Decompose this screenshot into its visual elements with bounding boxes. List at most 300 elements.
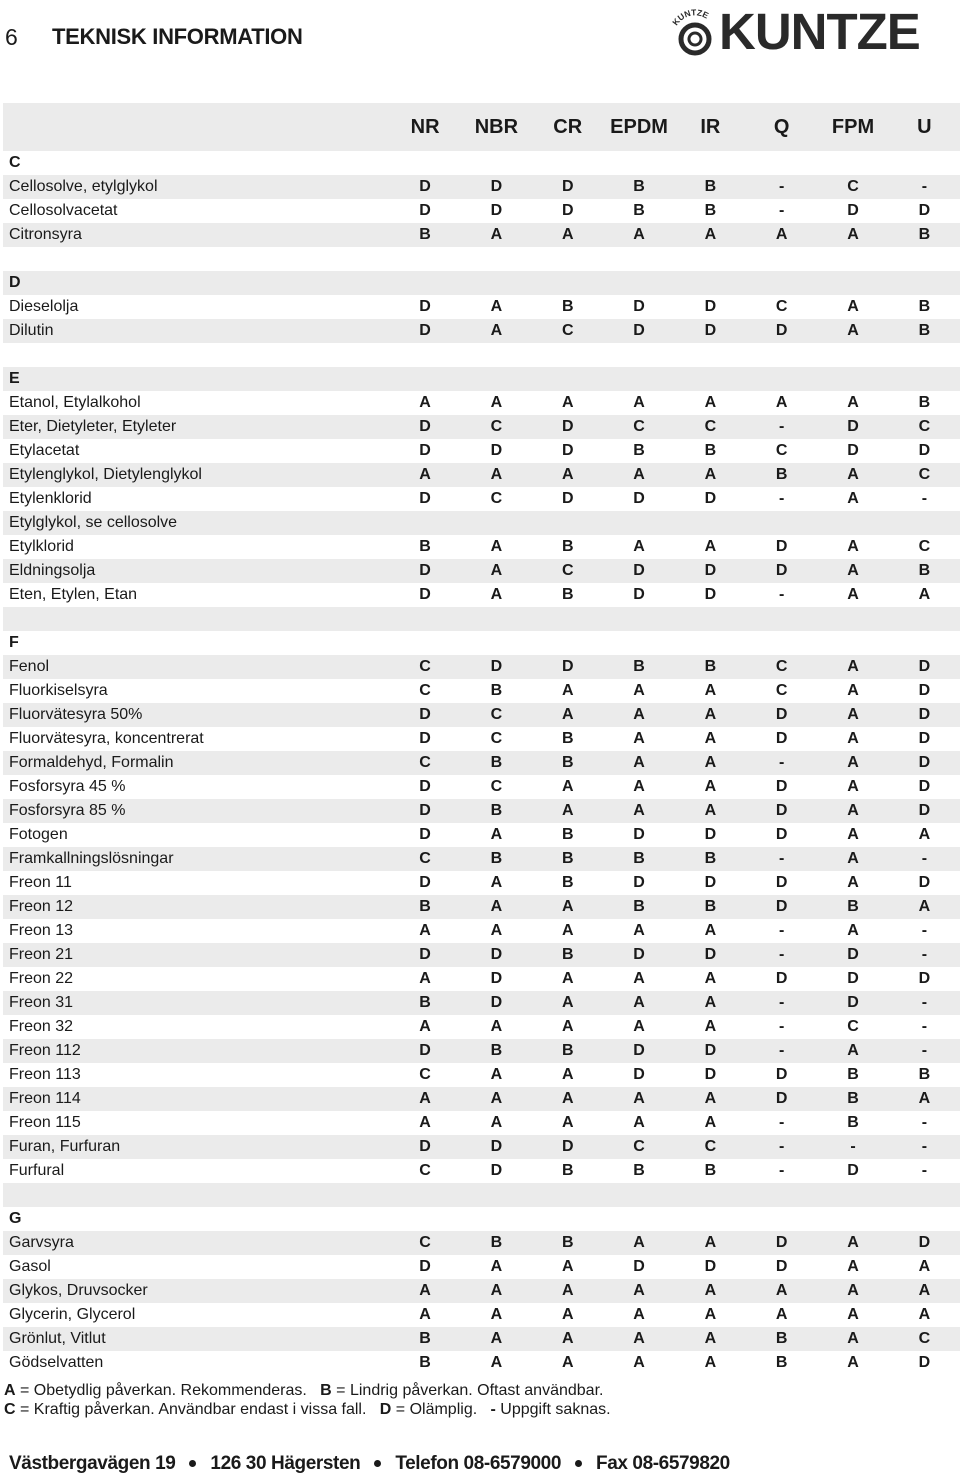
table-row <box>3 1279 960 1303</box>
rating-cell: A <box>847 1306 859 1323</box>
rating-cell: A <box>918 898 931 915</box>
rating-cell: A <box>847 874 859 891</box>
rating-cell: - <box>779 202 785 219</box>
table-row <box>3 871 960 895</box>
table-row <box>3 487 960 511</box>
rating-cell: - <box>921 1114 928 1131</box>
page-title: TEKNISK INFORMATION <box>52 24 303 49</box>
rating-cell: - <box>779 754 785 771</box>
rating-cell: A <box>633 754 645 771</box>
rating-cell: A <box>419 1114 431 1131</box>
substance-name: Fluorvätesyra, koncentrerat <box>9 730 204 747</box>
rating-cell: A <box>847 466 859 483</box>
rating-cell: D <box>419 826 431 843</box>
rating-cell: D <box>419 946 431 963</box>
substance-name: Freon 11 <box>9 874 72 891</box>
rating-cell: A <box>490 562 503 579</box>
substance-name: Citronsyra <box>9 226 82 243</box>
rating-cell: - <box>921 490 928 507</box>
rating-cell: D <box>847 994 859 1011</box>
rating-cell: A <box>704 922 717 939</box>
substance-name: Freon 114 <box>9 1090 81 1107</box>
footer-fax: Fax 08-6579820 <box>595 1453 730 1474</box>
rating-cell: A <box>490 1306 503 1323</box>
table-row <box>3 1303 960 1327</box>
rating-cell: D <box>775 802 788 819</box>
rating-cell: B <box>561 586 574 603</box>
rating-cell: A <box>704 778 717 795</box>
rating-cell: A <box>847 658 859 675</box>
rating-cell: C <box>918 538 931 555</box>
rating-cell: D <box>704 826 717 843</box>
rating-cell: D <box>918 754 931 771</box>
section-letter: D <box>9 274 21 291</box>
rating-cell: B <box>490 1042 503 1059</box>
rating-cell: D <box>918 778 931 795</box>
rating-cell: B <box>918 226 931 243</box>
col-header-fpm: FPM <box>831 115 875 138</box>
rating-cell: B <box>561 538 574 555</box>
rating-cell: D <box>419 442 431 459</box>
rating-cell: D <box>918 442 931 459</box>
rating-cell: D <box>775 322 788 339</box>
rating-cell: A <box>561 1330 574 1347</box>
rating-cell: D <box>704 1066 717 1083</box>
rating-cell: B <box>561 874 574 891</box>
rating-cell: D <box>918 874 931 891</box>
spacer-row <box>3 247 960 271</box>
rating-cell: C <box>419 682 431 699</box>
rating-cell: A <box>633 1282 645 1299</box>
section-row <box>3 1207 960 1231</box>
rating-cell: D <box>918 1354 931 1371</box>
rating-cell: D <box>775 778 788 795</box>
rating-cell: D <box>633 1258 645 1275</box>
rating-cell: - <box>779 586 785 603</box>
rating-cell: A <box>704 1114 717 1131</box>
rating-cell: C <box>918 418 931 435</box>
rating-cell: A <box>561 778 574 795</box>
substance-name: Fosforsyra 85 % <box>9 802 126 819</box>
col-header-cr: CR <box>553 115 583 138</box>
rating-cell: A <box>847 490 859 507</box>
rating-cell: B <box>490 1234 503 1251</box>
rating-cell: - <box>850 1138 856 1155</box>
rating-cell: D <box>633 562 645 579</box>
substance-name: Etanol, Etylalkohol <box>9 394 141 411</box>
rating-cell: - <box>921 850 928 867</box>
rating-cell: B <box>918 322 931 339</box>
rating-cell: D <box>419 586 431 603</box>
rating-cell: D <box>704 562 717 579</box>
rating-cell: A <box>490 226 503 243</box>
table-row <box>3 1327 960 1351</box>
rating-cell: - <box>921 1018 928 1035</box>
table-row <box>3 463 960 487</box>
section-row <box>3 367 960 391</box>
rating-cell: A <box>490 1282 503 1299</box>
rating-cell: A <box>633 922 645 939</box>
rating-cell: A <box>561 682 574 699</box>
substance-name: Dilutin <box>9 322 54 339</box>
table-row <box>3 1255 960 1279</box>
substance-name: Etylenklorid <box>9 490 92 507</box>
rating-cell: B <box>561 850 574 867</box>
rating-cell: D <box>775 562 788 579</box>
rating-cell: D <box>490 1138 503 1155</box>
spacer-row <box>3 1183 960 1207</box>
rating-cell: A <box>633 778 645 795</box>
substance-name: Cellosolve, etylglykol <box>9 178 158 195</box>
table-row <box>3 679 960 703</box>
rating-cell: D <box>561 418 574 435</box>
rating-cell: D <box>490 1162 503 1179</box>
rating-cell: A <box>561 994 574 1011</box>
rating-cell: A <box>704 1354 717 1371</box>
table-row <box>3 1351 960 1375</box>
rating-cell: A <box>704 706 717 723</box>
rating-cell: B <box>561 1162 574 1179</box>
rating-cell: A <box>704 1282 717 1299</box>
rating-cell: B <box>561 754 574 771</box>
rating-cell: D <box>633 586 645 603</box>
rating-cell: D <box>918 682 931 699</box>
table-row <box>3 895 960 919</box>
rating-cell: C <box>847 1018 859 1035</box>
rating-cell: D <box>561 442 574 459</box>
rating-cell: B <box>847 1090 859 1107</box>
rating-cell: A <box>847 682 859 699</box>
rating-cell: A <box>704 1018 717 1035</box>
rating-cell: B <box>633 202 645 219</box>
rating-cell: A <box>918 1306 931 1323</box>
rating-cell: B <box>561 1234 574 1251</box>
rating-cell: A <box>704 970 717 987</box>
legend-line-1: A = Obetydlig påverkan. Rekommenderas. B = Lindrig påverkan. Oftast användbar. <box>4 1382 604 1399</box>
rating-cell: A <box>918 826 931 843</box>
rating-cell: A <box>847 562 859 579</box>
substance-name: Eter, Dietyleter, Etyleter <box>9 418 177 435</box>
rating-cell: - <box>921 178 928 195</box>
table-row <box>3 391 960 415</box>
rating-cell: A <box>490 1258 503 1275</box>
rating-cell: A <box>633 994 645 1011</box>
rating-cell: A <box>561 466 574 483</box>
rating-cell: D <box>490 658 503 675</box>
rating-cell: A <box>633 730 645 747</box>
substance-name: Glykos, Druvsocker <box>9 1282 148 1299</box>
rating-cell: D <box>419 730 431 747</box>
rating-cell: D <box>918 730 931 747</box>
table-row <box>3 439 960 463</box>
rating-cell: A <box>633 1114 645 1131</box>
logo-wordmark: KUNTZE <box>719 3 920 60</box>
section-row <box>3 271 960 295</box>
rating-cell: A <box>847 322 859 339</box>
rating-cell: A <box>704 394 717 411</box>
substance-name: Dieselolja <box>9 298 79 315</box>
rating-cell: A <box>561 898 574 915</box>
rating-cell: D <box>704 298 717 315</box>
rating-cell: D <box>419 490 431 507</box>
table-row <box>3 415 960 439</box>
rating-cell: C <box>775 442 788 459</box>
rating-cell: B <box>490 682 503 699</box>
substance-name: Freon 112 <box>9 1042 81 1059</box>
rating-cell: C <box>918 1330 931 1347</box>
rating-cell: A <box>633 538 645 555</box>
rating-cell: A <box>633 394 645 411</box>
rating-cell: B <box>704 202 717 219</box>
rating-cell: - <box>779 1114 785 1131</box>
rating-cell: B <box>704 658 717 675</box>
rating-cell: A <box>847 1354 859 1371</box>
rating-cell: A <box>633 1354 645 1371</box>
rating-cell: B <box>419 994 431 1011</box>
rating-cell: D <box>704 322 717 339</box>
legend-line-2: C = Kraftig påverkan. Användbar endast i vissa fall. D = Olämplig. - Uppgift saknas. <box>4 1401 611 1418</box>
table-row <box>3 967 960 991</box>
table-row <box>3 1159 960 1183</box>
rating-cell: B <box>561 826 574 843</box>
section-letter: F <box>9 634 19 651</box>
rating-cell: A <box>704 226 717 243</box>
rating-cell: D <box>419 1258 431 1275</box>
rating-cell: D <box>847 202 859 219</box>
rating-cell: B <box>490 754 503 771</box>
substance-name: Fluorvätesyra 50% <box>9 706 143 723</box>
col-header-q: Q <box>773 115 790 138</box>
rating-cell: A <box>918 1258 931 1275</box>
rating-cell: C <box>419 1066 431 1083</box>
rating-cell: D <box>490 202 503 219</box>
table-row <box>3 319 960 343</box>
rating-cell: A <box>561 1258 574 1275</box>
substance-name: Formaldehyd, Formalin <box>9 754 174 771</box>
substance-name: Freon 22 <box>9 970 74 987</box>
col-header-u: U <box>917 115 932 138</box>
table-row <box>3 223 960 247</box>
rating-cell: B <box>633 850 645 867</box>
rating-cell: A <box>490 322 503 339</box>
rating-cell: A <box>561 922 574 939</box>
rating-cell: A <box>633 682 645 699</box>
rating-cell: D <box>419 322 431 339</box>
rating-cell: C <box>490 490 503 507</box>
table-row <box>3 1015 960 1039</box>
rating-cell: A <box>633 1234 645 1251</box>
rating-cell: D <box>561 658 574 675</box>
rating-cell: D <box>704 1258 717 1275</box>
rating-cell: D <box>775 1258 788 1275</box>
rating-cell: D <box>704 874 717 891</box>
rating-cell: A <box>847 298 859 315</box>
rating-cell: D <box>918 1234 931 1251</box>
rating-cell: C <box>775 298 788 315</box>
legend <box>4 1381 611 1419</box>
rating-cell: A <box>490 1114 503 1131</box>
rating-cell: A <box>847 730 859 747</box>
rating-cell: A <box>419 970 431 987</box>
rating-cell: D <box>633 874 645 891</box>
rating-cell: A <box>704 1090 717 1107</box>
rating-cell: A <box>561 1066 574 1083</box>
rating-cell: D <box>704 946 717 963</box>
rating-cell: - <box>779 922 785 939</box>
rating-cell: B <box>704 898 717 915</box>
footer-phone: Telefon 08-6579000 <box>395 1453 561 1474</box>
rating-cell: A <box>847 586 859 603</box>
rating-cell: A <box>847 826 859 843</box>
rating-cell: B <box>490 850 503 867</box>
table-row <box>3 847 960 871</box>
table-row <box>3 199 960 223</box>
rating-cell: D <box>775 970 788 987</box>
substance-name: Etylklorid <box>9 538 74 555</box>
col-header-ir: IR <box>700 115 721 138</box>
table-row <box>3 751 960 775</box>
substance-name: Etylenglykol, Dietylenglykol <box>9 466 202 483</box>
table-row <box>3 295 960 319</box>
rating-cell: D <box>847 946 859 963</box>
rating-cell: A <box>704 1330 717 1347</box>
col-header-nbr: NBR <box>474 115 519 138</box>
rating-cell: D <box>490 970 503 987</box>
kuntze-emblem-icon <box>670 4 720 60</box>
rating-cell: B <box>633 658 645 675</box>
rating-cell: B <box>918 394 931 411</box>
page-number: 6 <box>5 24 18 50</box>
rating-cell: - <box>779 1042 785 1059</box>
rating-cell: D <box>633 1066 645 1083</box>
rating-cell: B <box>775 1354 788 1371</box>
rating-cell: C <box>490 706 503 723</box>
rating-cell: D <box>847 442 859 459</box>
rating-cell: C <box>490 418 503 435</box>
rating-cell: A <box>775 1282 788 1299</box>
rating-cell: D <box>704 490 717 507</box>
rating-cell: D <box>633 298 645 315</box>
rating-cell: A <box>633 1090 645 1107</box>
rating-cell: A <box>490 538 503 555</box>
rating-cell: A <box>490 826 503 843</box>
rating-cell: D <box>775 874 788 891</box>
rating-cell: A <box>847 1042 859 1059</box>
rating-cell: A <box>847 802 859 819</box>
substance-name: Freon 32 <box>9 1018 74 1035</box>
rating-cell: A <box>419 1090 431 1107</box>
rating-cell: A <box>847 778 859 795</box>
rating-cell: A <box>633 466 645 483</box>
rating-cell: B <box>633 898 645 915</box>
rating-cell: B <box>561 298 574 315</box>
rating-cell: A <box>704 1234 717 1251</box>
section-letter: G <box>9 1210 22 1227</box>
table-row <box>3 703 960 727</box>
rating-cell: B <box>419 538 431 555</box>
rating-cell: - <box>779 490 785 507</box>
rating-cell: B <box>633 1162 645 1179</box>
rating-cell: D <box>775 1066 788 1083</box>
table-row <box>3 535 960 559</box>
rating-cell: D <box>847 418 859 435</box>
rating-cell: D <box>775 706 788 723</box>
rating-cell: A <box>490 1018 503 1035</box>
rating-cell: B <box>561 730 574 747</box>
substance-name: Freon 21 <box>9 946 74 963</box>
rating-cell: D <box>561 178 574 195</box>
table-row <box>3 511 960 535</box>
rating-cell: - <box>921 922 928 939</box>
rating-cell: - <box>921 946 928 963</box>
rating-cell: D <box>419 418 431 435</box>
rating-cell: A <box>561 1090 574 1107</box>
rating-cell: C <box>561 322 574 339</box>
table-row <box>3 775 960 799</box>
rating-cell: D <box>847 970 859 987</box>
rating-cell: - <box>779 994 785 1011</box>
rating-cell: A <box>633 970 645 987</box>
spacer-row <box>3 343 960 367</box>
table-row <box>3 583 960 607</box>
table-row <box>3 1135 960 1159</box>
rating-cell: A <box>704 1306 717 1323</box>
rating-cell: - <box>779 418 785 435</box>
resistance-table <box>3 103 960 1375</box>
rating-cell: D <box>419 298 431 315</box>
rating-cell: D <box>775 826 788 843</box>
substance-name: Fenol <box>9 658 50 675</box>
rating-cell: A <box>490 466 503 483</box>
rating-cell: A <box>633 802 645 819</box>
table-row <box>3 991 960 1015</box>
rating-cell: A <box>775 1306 788 1323</box>
rating-cell: B <box>704 1162 717 1179</box>
svg-text:KUNTZE: KUNTZE <box>670 7 711 28</box>
section-row <box>3 631 960 655</box>
rating-cell: C <box>490 730 503 747</box>
kuntze-logo <box>670 4 960 60</box>
substance-name: Cellosolvacetat <box>9 202 118 219</box>
rating-cell: A <box>633 1018 645 1035</box>
rating-cell: A <box>704 538 717 555</box>
section-letter: C <box>9 154 21 171</box>
rating-cell: A <box>633 226 645 243</box>
rating-cell: D <box>775 538 788 555</box>
rating-cell: B <box>918 1066 931 1083</box>
substance-name: Eten, Etylen, Etan <box>9 586 138 603</box>
col-header-epdm: EPDM <box>610 115 668 138</box>
rating-cell: C <box>918 466 931 483</box>
rating-cell: A <box>419 1282 431 1299</box>
rating-cell: B <box>419 898 431 915</box>
rating-cell: B <box>847 898 859 915</box>
rating-cell: - <box>779 1162 785 1179</box>
substance-name: Freon 31 <box>9 994 74 1011</box>
rating-cell: D <box>704 586 717 603</box>
table-row <box>3 175 960 199</box>
rating-cell: - <box>779 178 785 195</box>
rating-cell: A <box>847 1330 859 1347</box>
rating-cell: D <box>918 706 931 723</box>
rating-cell: - <box>779 1138 785 1155</box>
rating-cell: A <box>847 1282 859 1299</box>
rating-cell: A <box>490 298 503 315</box>
substance-name: Framkallningslösningar <box>9 850 174 867</box>
rating-cell: A <box>490 1354 503 1371</box>
rating-cell: D <box>490 946 503 963</box>
rating-cell: B <box>419 226 431 243</box>
